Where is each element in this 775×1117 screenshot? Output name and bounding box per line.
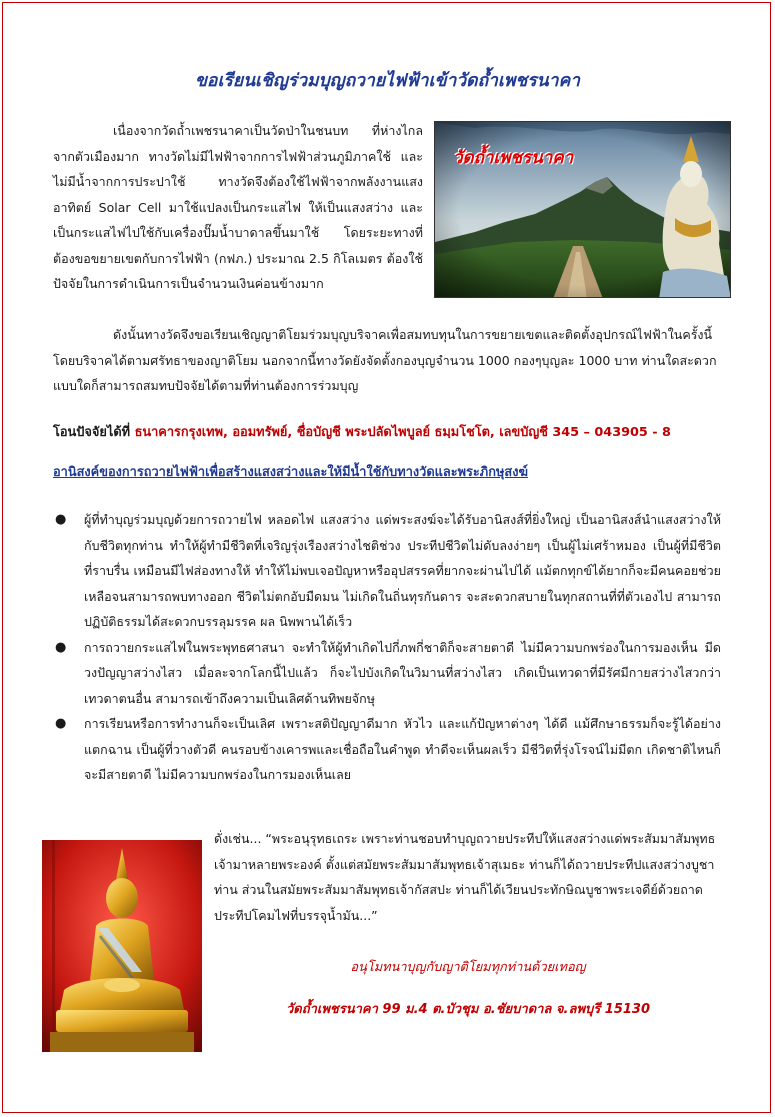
temple-address: วัดถ้ำเพชรนาคา 99 ม.4 ต.บัวชุม อ.ชัยบาดาล จ.ลพบุรี 15130 — [285, 1002, 651, 1017]
donation-paragraph-text: ดังนั้นทางวัดจึงขอเรียนเชิญญาติโยมร่วมบุญบริจาคเพื่อสมทบทุนในการขยายเขตและติดตั้งอุปกรณ์ไฟฟ้าในครั้งนี้ โดยบริจาคได้ตามศรัทธาของญาติโยม นอกจากนี้ทางวัดยังจัดตั้งกองบุญจำนวน 1000 กองๆบุญละ 1000 บาท ท่านใดสะดวกแบบใดก็สามารถสมทบปัจจัยได้ตามที่ท่านต้องการร่วมบุญ — [53, 327, 717, 393]
page-title: ขอเรียนเชิญร่วมบุญถวายไฟฟ้าเข้าวัดถ้ำเพชรนาคา — [194, 71, 581, 91]
seated-buddha-illustration — [42, 840, 202, 1052]
list-item-text: การเรียนหรือการทำงานก็จะเป็นเลิศ เพราะสติปัญญาดีมาก หัวไว และแก้ปัญหาต่างๆ ได้ดี แม้ศึกษาธรรมก็จะรู้ได้อย่างแตกฉาน เป็นผู้ที่วางตัวดี คนรอบข้างเคารพและเชื่อถือในคำพูด ทำดีจะเห็นผลเร็ว มีชีวิตที่รุ่งโรจน์ไม่มีตก เกิดชาติไหนก็จะมีสายตาดี ไม่มีความบกพร่องในการมองเห็นเลย — [84, 716, 721, 782]
bank-transfer-line — [53, 421, 733, 442]
list-item-text: ผู้ที่ทำบุญร่วมบุญด้วยการถวายไฟ หลอดไฟ แสงสว่าง แด่พระสงฆ์จะได้รับอานิสงส์ที่ยิ่งใหญ่ เป็นอานิสงส์นำแสงสว่างให้กับชีวิตทุกท่าน ทำให้ผู้ทำมีชีวิตที่เจริญรุ่งเรืองสว่างไชติช่วง ประทีปชีวิตไม่ดับลงง่ายๆ เป็นผู้ไม่เศร้าหมอง เป็นผู้ที่มีชีวิตที่ราบรื่น เหมือนมีไฟส่องทางให้ ทำให้ไม่พบเจอปัญหาหรืออุปสรรคที่ยากจะผ่านไปได้ แม้ตกทุกข์ได้ยากก็จะมีคนคอยช่วยเหลือจนสามารถพบทางออก ชีวิตไม่ตกอับมืดมน ไม่เกิดในถิ่นทุรกันดาร จะสะดวกสบายในทุกสถานที่ที่ตัวเองไป สามารถปฏิบัติธรรมได้สะดวกบรรลุมรรค ผล นิพพานได้เร็ว — [84, 512, 721, 629]
buddha-statue-photo — [42, 840, 202, 1052]
benefits-heading: อานิสงค์ของการถวายไฟฟ้าเพื่อสร้างแสงสว่างและให้มีน้ำใช้กับทางวัดและพระภิกษุสงฆ์ — [53, 465, 528, 480]
bank-prefix: โอนปัจจัยได้ที่ — [53, 425, 135, 440]
bullet-icon: ● — [55, 512, 67, 527]
list-item-text: การถวายกระแสไฟในพระพุทธศาสนา จะทำให้ผู้ทำเกิดไปกี่ภพกี่ชาติก็จะสายตาดี ไม่มีความบกพร่องในการมองเห็น มีดวงปัญญาสว่างไสว เมื่อละจากโลกนี้ไปแล้ว ก็จะไปบังเกิดในวิมานที่สว่างไสว เกิดเป็นเทวดาที่มีรัศมีกายสว่างไสวกว่าเทวดาตนอื่น สามารถเข้าถึงความเป็นเลิศด้านทิพยจักษุ — [84, 639, 721, 706]
list-item — [53, 507, 721, 635]
donation-paragraph — [53, 322, 718, 399]
blessing-line: อนุโมทนาบุญกับญาติโยมทุกท่านด้วยเทอญ — [350, 960, 586, 975]
benefits-list — [53, 507, 721, 788]
temple-mountain-photo — [434, 121, 731, 298]
bullet-icon: ● — [55, 716, 67, 731]
anuruddha-quote: ดั่งเช่น... “พระอนุรุทธเถระ เพราะท่านชอบทำบุญถวายประทีปให้แสงสว่างแด่พระสัมมาสัมพุทธเจ้ามาหลายพระองค์ ตั้งแต่สมัยพระสัมมาสัมพุทธเจ้าสุเมธะ ท่านก็ได้ถวายประทีปแสงสว่างบูชาท่าน ส่วนในสมัยพระสัมมาสัมพุทธเจ้ากัสสปะ ท่านก็ได้เวียนประทักษิณบูชาพระเจดีย์ด้วยถาดประทีปโคมไฟที่บรรจุน้ำมัน...” — [214, 831, 716, 923]
photo-temple-label: วัดถ้ำเพชรนาคา — [453, 148, 574, 168]
intro-paragraph — [53, 118, 423, 297]
bank-details: ธนาคารกรุงเทพ, ออมทรัพย์, ชื่อบัญชี พระปลัดไพบูลย์ ธมฺมโชโต, เลขบัญชี 345 – 043905 - 8 — [134, 425, 671, 440]
intro-paragraph-text: เนื่องจากวัดถ้ำเพชรนาคาเป็นวัดป่าในชนบท ที่ห่างไกลจากตัวเมืองมาก ทางวัดไม่มีไฟฟ้าจากการไฟฟ้าส่วนภูมิภาคใช้ และไม่มีน้ำจากการประปาใช้ ทางวัดจึงต้องใช้ไฟฟ้าจากพลังงานแสงอาทิตย์ Solar Cell มาใช้แปลงเป็นกระแสไฟ ให้เป็นแสงสว่าง และ เป็นกระแสไฟไปใช้กับเครื่องปั๊มน้ำบาดาลขึ้นมาใช้ โดยระยะทางที่ต้องขอขยายเขตกับการไฟฟ้า (กฟภ.) ประมาณ 2.5 กิโลเมตร ต้องใช้ปัจจัยในการดำเนินการเป็นจำนวนเงินค่อนข้างมาก — [53, 123, 423, 291]
bullet-icon: ● — [55, 639, 67, 655]
list-item — [53, 635, 721, 712]
list-item — [53, 711, 721, 788]
